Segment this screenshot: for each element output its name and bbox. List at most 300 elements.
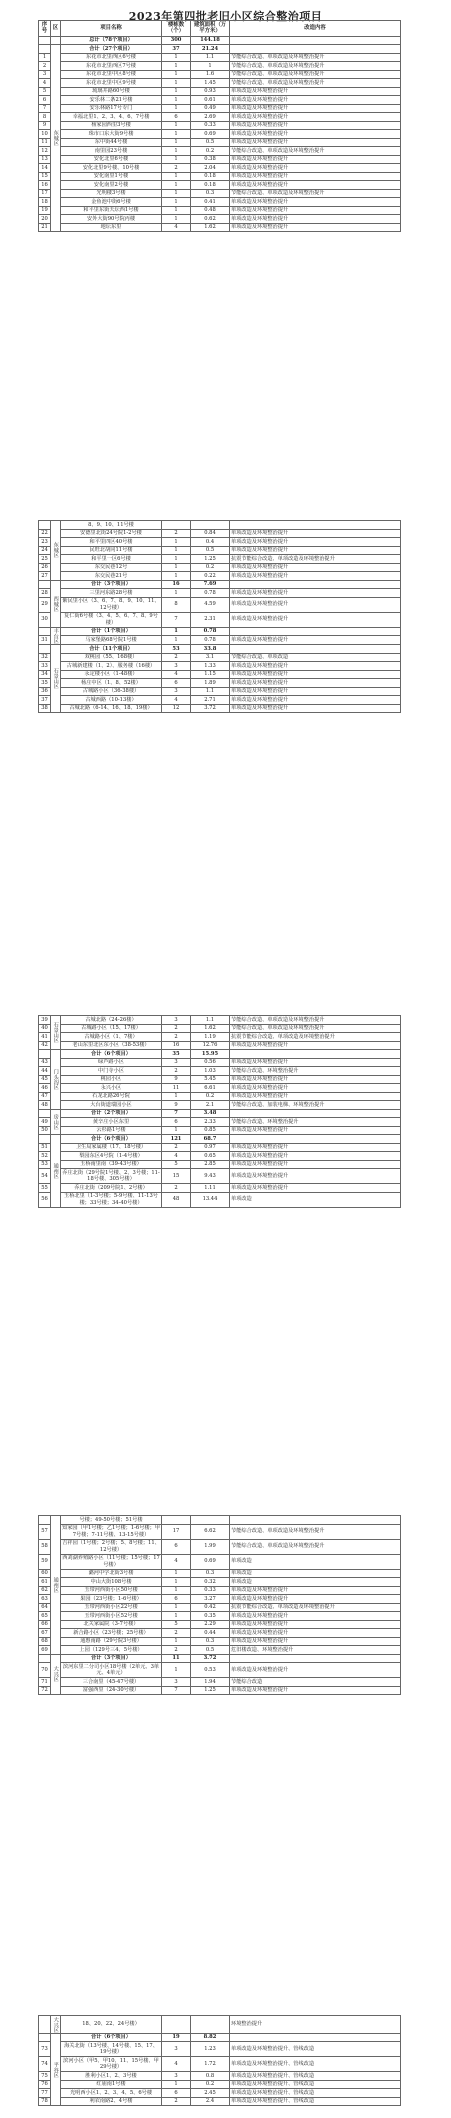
- row-project-name: 珠市口东大街9号楼: [61, 130, 162, 139]
- row-content: 节能综合改造、单项改造及环境整治提升: [230, 1524, 401, 1539]
- row-project-name: 海关北街（13号楼、14号楼、15、17、19号楼）: [61, 2042, 162, 2057]
- row-building-count: 2: [162, 2097, 191, 2106]
- table-row: [39, 155, 401, 164]
- table-row: [39, 181, 401, 190]
- row-content: 单项改造及环境整治提升: [230, 1075, 401, 1084]
- row-index: 37: [39, 696, 51, 705]
- project-table-page-2: [38, 520, 401, 713]
- row-content: 单项改造及环境整治提升: [230, 538, 401, 547]
- row-project-name: 东花市北里中区9号楼: [61, 79, 162, 88]
- row-index: 65: [39, 1612, 51, 1621]
- row-area: 144.18: [191, 36, 230, 45]
- row-area: 3.27: [191, 1595, 230, 1604]
- row-area: 0.78: [191, 627, 230, 636]
- row-content: 单项改造及环境整治提升: [230, 1686, 401, 1695]
- row-index: 34: [39, 670, 51, 679]
- table-row: [39, 1586, 401, 1595]
- table-row: [39, 679, 401, 688]
- row-content: 节能综合改造、单项改造及环境整治提升: [230, 1024, 401, 1033]
- table-row: [39, 1192, 401, 1207]
- row-project-name: 古城新建楼（1、2）、服务楼（16楼）: [61, 662, 162, 671]
- row-area: 0.84: [191, 529, 230, 538]
- row-project-name: 安外大街90号院丙楼: [61, 215, 162, 224]
- row-area: 0.53: [191, 1663, 230, 1678]
- row-building-count: 37: [162, 45, 191, 54]
- row-project-name: 民旺北胡同11号楼: [61, 546, 162, 555]
- row-building-count: 6: [162, 679, 191, 688]
- row-index: 7: [39, 104, 51, 113]
- row-building-count: 1: [162, 2080, 191, 2089]
- row-area: 68.7: [191, 1135, 230, 1144]
- row-index: 73: [39, 2042, 51, 2057]
- row-area: 1.1: [191, 687, 230, 696]
- row-building-count: 4: [162, 223, 191, 232]
- row-content: 单项改造及环境整治提升: [230, 87, 401, 96]
- subtotal-row: [39, 627, 401, 636]
- row-area: 3.48: [191, 1109, 230, 1118]
- row-area: 0.48: [191, 206, 230, 215]
- row-content: 单项改造及环境整治提升: [230, 679, 401, 688]
- page-title: 2023年第四批老旧小区综合整治项目: [128, 10, 323, 23]
- row-project-name: 红庙南1号楼: [61, 2080, 162, 2089]
- row-index: 58: [39, 1539, 51, 1554]
- row-building-count: 1: [162, 1663, 191, 1678]
- row-project-name: 石龙北路26号院: [61, 1092, 162, 1101]
- row-index: 20: [39, 215, 51, 224]
- subtotal-row: [39, 1109, 401, 1118]
- subtotal-row: [39, 580, 401, 589]
- row-index: [39, 45, 51, 54]
- row-content: 单项改造及环境整治提升: [230, 687, 401, 696]
- row-building-count: 1: [162, 172, 191, 181]
- col-header-district: 区: [51, 21, 61, 37]
- row-building-count: 121: [162, 1135, 191, 1144]
- row-building-count: 3: [162, 687, 191, 696]
- row-content: 单项改造及环境整治提升: [230, 1629, 401, 1638]
- row-index: 32: [39, 653, 51, 662]
- row-index: 33: [39, 662, 51, 671]
- row-index: 17: [39, 189, 51, 198]
- row-area: 1.62: [191, 1024, 230, 1033]
- row-project-name: 东花市北里中区8号楼: [61, 70, 162, 79]
- row-content: 单项改造及环境整治提升: [230, 670, 401, 679]
- row-index: 78: [39, 2097, 51, 2106]
- row-content: 单项改造及环境整治提升: [230, 546, 401, 555]
- table-row: [39, 1041, 401, 1050]
- row-project-name: 玉带河西街小区22号楼: [61, 1603, 162, 1612]
- row-building-count: 53: [162, 645, 191, 654]
- table-row: [39, 696, 401, 705]
- table-row: [39, 189, 401, 198]
- row-project-name: 北关家属院（3-7号楼）: [61, 1620, 162, 1629]
- table-row: [39, 1092, 401, 1101]
- row-area: 0.61: [191, 96, 230, 105]
- row-building-count: 2: [162, 164, 191, 173]
- row-project-name: 杨家园西里3号楼: [61, 121, 162, 130]
- table-row: [39, 1637, 401, 1646]
- row-project-name: 号楼；49-50号楼；51号楼: [61, 1516, 162, 1525]
- row-index: 70: [39, 1663, 51, 1678]
- row-area: [191, 2016, 230, 2034]
- col-header-buildings: 楼栋数（个）: [162, 21, 191, 37]
- row-index: 46: [39, 1084, 51, 1093]
- row-building-count: 7: [162, 1109, 191, 1118]
- row-project-name: 大台街道瑞园小区: [61, 1101, 162, 1110]
- table-row: [39, 653, 401, 662]
- table-row: [39, 538, 401, 547]
- row-area: 0.5: [191, 546, 230, 555]
- row-content: 抗震节能综合改造、单项改造及环境整治提升: [230, 1033, 401, 1042]
- row-content: 单项改造及环境整治提升: [230, 1637, 401, 1646]
- table-row: [39, 1169, 401, 1184]
- table-row: [39, 2089, 401, 2098]
- table-row: [39, 121, 401, 130]
- row-index: 67: [39, 1629, 51, 1638]
- row-project-name: 古城路小区（1、7楼）: [61, 1033, 162, 1042]
- row-project-name: 琉璃井路60号楼: [61, 87, 162, 96]
- row-building-count: 2: [162, 1067, 191, 1076]
- row-building-count: 1: [162, 1586, 191, 1595]
- row-building-count: 5: [162, 1620, 191, 1629]
- row-content: 节能综合改造、单项改造及环境整治提升: [230, 147, 401, 156]
- row-index: 18: [39, 198, 51, 207]
- row-building-count: 4: [162, 1152, 191, 1161]
- subtotal-row: [39, 2033, 401, 2042]
- row-project-name: 东花市北里西区7号楼: [61, 62, 162, 71]
- row-index: [39, 645, 51, 654]
- table-row: [39, 704, 401, 713]
- row-area: 3.72: [191, 1654, 230, 1663]
- row-project-name: 双桃园（55、168楼）: [61, 653, 162, 662]
- row-area: 0.33: [191, 121, 230, 130]
- row-project-name: 安乐林二条21号楼: [61, 96, 162, 105]
- row-index: 43: [39, 1058, 51, 1067]
- row-index: 54: [39, 1169, 51, 1184]
- col-header-area: 建筑面积（万平方米）: [191, 21, 230, 37]
- row-project-name: 18、20、22、24号楼）: [61, 2016, 162, 2034]
- row-project-name: 和平里一区6号楼: [61, 555, 162, 564]
- row-building-count: 1: [162, 87, 191, 96]
- row-building-count: 1: [162, 147, 191, 156]
- row-area: 0.18: [191, 172, 230, 181]
- row-content: 节能综合改造、单项改造及环境整治提升: [230, 189, 401, 198]
- row-project-name: 合计（6个项目）: [61, 1135, 162, 1144]
- row-project-name: 东花市北里西区6号楼: [61, 53, 162, 62]
- row-index: 61: [39, 1578, 51, 1587]
- row-index: 66: [39, 1620, 51, 1629]
- row-project-name: 老山东里北区东小区（38-53楼）: [61, 1041, 162, 1050]
- row-content: 单项改造及环境整治提升: [230, 1058, 401, 1067]
- row-building-count: 12: [162, 704, 191, 713]
- table-row: [39, 1075, 401, 1084]
- row-content: [230, 36, 401, 45]
- row-content: 节能综合改造、加装电梯、环境整治提升: [230, 1101, 401, 1110]
- row-building-count: 3: [162, 2042, 191, 2057]
- table-row: [39, 563, 401, 572]
- row-index: 6: [39, 96, 51, 105]
- row-building-count: 3: [162, 662, 191, 671]
- row-area: 8.82: [191, 2033, 230, 2042]
- row-building-count: 3: [162, 1016, 191, 1025]
- row-building-count: 1: [162, 589, 191, 598]
- table-row: [39, 1058, 401, 1067]
- row-building-count: 2: [162, 1629, 191, 1638]
- row-building-count: 3: [162, 2072, 191, 2081]
- table-row: [39, 1539, 401, 1554]
- row-content: [230, 521, 401, 530]
- table-row: [39, 1686, 401, 1695]
- row-building-count: 4: [162, 2057, 191, 2072]
- row-content: 节能综合改造、单项改造及环境整治提升: [230, 70, 401, 79]
- row-area: 5.45: [191, 1075, 230, 1084]
- row-index: [39, 1654, 51, 1663]
- row-index: 10: [39, 130, 51, 139]
- row-area: 0.35: [191, 1612, 230, 1621]
- row-content: [230, 45, 401, 54]
- row-index: 71: [39, 1678, 51, 1687]
- row-index: 16: [39, 181, 51, 190]
- row-building-count: 1: [162, 53, 191, 62]
- row-content: [230, 2033, 401, 2042]
- row-content: 节能综合改造、单项改造及环境整治提升: [230, 79, 401, 88]
- table-body: [39, 1016, 401, 1208]
- row-building-count: 1: [162, 538, 191, 547]
- row-content: 单项改造及环境整治提升: [230, 155, 401, 164]
- row-area: 1.1: [191, 1016, 230, 1025]
- row-content: 抗震节能综合改造、单项改造及环境整治提升: [230, 1603, 401, 1612]
- row-building-count: 7: [162, 1686, 191, 1695]
- row-area: 2.71: [191, 696, 230, 705]
- row-content: 抗震节能综合改造、单项改造及环境整治提升: [230, 555, 401, 564]
- row-area: 0.32: [191, 1578, 230, 1587]
- row-building-count: 2: [162, 1143, 191, 1152]
- row-content: 环境整治提升: [230, 2016, 401, 2034]
- row-index: [39, 36, 51, 45]
- table-row: [39, 87, 401, 96]
- row-content: 节能综合改造、环境整治提升: [230, 1067, 401, 1076]
- row-index: 52: [39, 1152, 51, 1161]
- project-table-page-4: [38, 1515, 401, 1695]
- row-content: 单项改造及环境整治提升、管线改造: [230, 2089, 401, 2098]
- subtotal-row: [39, 1050, 401, 1059]
- row-area: 0.2: [191, 147, 230, 156]
- row-index: [39, 2016, 51, 2034]
- row-area: 1.62: [191, 223, 230, 232]
- row-project-name: 复仁街6号楼（3、4、5、6、7、8、9号楼）: [61, 612, 162, 627]
- row-area: 1.15: [191, 670, 230, 679]
- row-project-name: 古城西路（10-13楼）: [61, 696, 162, 705]
- row-project-name: 胜利小区1、2、3号楼: [61, 2072, 162, 2081]
- row-project-name: 梨园东区4号院（1-4号楼）: [61, 1152, 162, 1161]
- row-building-count: 9: [162, 1075, 191, 1084]
- row-content: [230, 627, 401, 636]
- row-content: 单项改造: [230, 1569, 401, 1578]
- row-building-count: 2: [162, 1184, 191, 1193]
- row-content: 单项改造及环境整治提升: [230, 1160, 401, 1169]
- row-index: 9: [39, 121, 51, 130]
- row-building-count: 1: [162, 555, 191, 564]
- row-content: [230, 1050, 401, 1059]
- row-content: [230, 1109, 401, 1118]
- row-project-name: 安化南里2号楼: [61, 181, 162, 190]
- table-row: [39, 206, 401, 215]
- row-area: 1.94: [191, 1678, 230, 1687]
- row-index: 47: [39, 1092, 51, 1101]
- row-building-count: 11: [162, 1654, 191, 1663]
- table-row: [39, 1024, 401, 1033]
- row-project-name: 三合南里（45-47号楼）: [61, 1678, 162, 1687]
- row-building-count: 6: [162, 113, 191, 122]
- row-content: 单项改造及环境整治提升: [230, 215, 401, 224]
- row-area: 0.38: [191, 155, 230, 164]
- row-building-count: 1: [162, 1637, 191, 1646]
- row-content: 单项改造及环境整治提升: [230, 198, 401, 207]
- table-row: [39, 555, 401, 564]
- row-building-count: 48: [162, 1192, 191, 1207]
- col-header-index: 序号: [39, 21, 51, 37]
- row-area: 0.3: [191, 1569, 230, 1578]
- row-index: 2: [39, 62, 51, 71]
- table-row: [39, 1620, 401, 1629]
- row-index: 56: [39, 1192, 51, 1207]
- row-index: 4: [39, 79, 51, 88]
- row-index: 49: [39, 1118, 51, 1127]
- table-row: [39, 1595, 401, 1604]
- row-project-name: 富强西里（24-30号楼）: [61, 1686, 162, 1695]
- row-content: 单项改造及环境整治提升: [230, 96, 401, 105]
- row-content: 单项改造及环境整治提升: [230, 563, 401, 572]
- row-content: 单项改造及环境整治提升: [230, 529, 401, 538]
- row-index: 42: [39, 1041, 51, 1050]
- district-cell: 大兴区: [51, 1654, 61, 1695]
- row-building-count: [162, 2016, 191, 2034]
- row-content: 单项改造: [230, 1554, 401, 1569]
- row-area: 2.1: [191, 1101, 230, 1110]
- table-row: [39, 1646, 401, 1655]
- row-building-count: 11: [162, 1084, 191, 1093]
- row-project-name: 绿芦路小区: [61, 1058, 162, 1067]
- row-building-count: 1: [162, 627, 191, 636]
- row-area: 1.33: [191, 662, 230, 671]
- row-area: 21.24: [191, 45, 230, 54]
- row-area: 0.78: [191, 589, 230, 598]
- row-project-name: 合计（11个项目）: [61, 645, 162, 654]
- row-building-count: 17: [162, 1524, 191, 1539]
- row-building-count: 2: [162, 1646, 191, 1655]
- row-project-name: 金鱼池中街6号楼: [61, 198, 162, 207]
- row-building-count: 1: [162, 563, 191, 572]
- row-index: 55: [39, 1184, 51, 1193]
- row-content: 单项改造及环境整治提升: [230, 181, 401, 190]
- row-project-name: 古城路小区（15、17楼）: [61, 1024, 162, 1033]
- row-index: 40: [39, 1024, 51, 1033]
- row-index: 27: [39, 572, 51, 581]
- row-index: 68: [39, 1637, 51, 1646]
- row-project-name: 桃园小区: [61, 1075, 162, 1084]
- row-area: 6.62: [191, 1524, 230, 1539]
- row-index: 57: [39, 1524, 51, 1539]
- table-row: [39, 529, 401, 538]
- table-row: [39, 589, 401, 598]
- row-building-count: 6: [162, 1118, 191, 1127]
- row-area: 2.69: [191, 113, 230, 122]
- row-content: 单项改造: [230, 1192, 401, 1207]
- table-body: [39, 36, 401, 232]
- row-project-name: 东交民巷12号: [61, 563, 162, 572]
- subtotal-row: [39, 45, 401, 54]
- row-index: [39, 1050, 51, 1059]
- table-row: [39, 113, 401, 122]
- row-area: 0.2: [191, 563, 230, 572]
- district-cell: 门头沟区: [51, 1050, 61, 1110]
- row-index: 3: [39, 70, 51, 79]
- row-project-name: 玉桥北里（1-3号楼；5-9号楼、11-13号楼；33号楼；34-40号楼）: [61, 1192, 162, 1207]
- table-row: [39, 1101, 401, 1110]
- table-body: [39, 521, 401, 713]
- row-content: 单项改造: [230, 1578, 401, 1587]
- row-index: 23: [39, 538, 51, 547]
- row-content: 单项改造及环境整治提升: [230, 572, 401, 581]
- table-row: [39, 223, 401, 232]
- table-row: [39, 53, 401, 62]
- row-area: 2.4: [191, 2097, 230, 2106]
- row-project-name: 玉带河西街小区50号楼: [61, 1586, 162, 1595]
- row-content: 单项改造及环境整治提升: [230, 223, 401, 232]
- row-area: 0.65: [191, 1152, 230, 1161]
- row-content: 节能综合改造、单项改造及环境整治提升: [230, 53, 401, 62]
- row-content: 单项改造及环境整治提升: [230, 1663, 401, 1678]
- row-index: 48: [39, 1101, 51, 1110]
- row-index: 19: [39, 206, 51, 215]
- row-building-count: 1: [162, 155, 191, 164]
- row-building-count: 1: [162, 1612, 191, 1621]
- row-content: 单项改造及环境整治提升: [230, 1620, 401, 1629]
- row-project-name: 地坛东里: [61, 223, 162, 232]
- row-area: 0.69: [191, 1554, 230, 1569]
- row-area: 0.85: [191, 1126, 230, 1135]
- row-building-count: 1: [162, 1569, 191, 1578]
- col-header-content: 改造内容: [230, 21, 401, 37]
- table-row: [39, 62, 401, 71]
- row-project-name: 合计（1个项目）: [61, 627, 162, 636]
- row-building-count: 16: [162, 1041, 191, 1050]
- row-area: 2.29: [191, 1620, 230, 1629]
- row-project-name: 总计（78个项目）: [61, 36, 162, 45]
- table-row: [39, 612, 401, 627]
- district-cell: 东城区: [51, 521, 61, 581]
- row-building-count: 1: [162, 130, 191, 139]
- table-row: [39, 1084, 401, 1093]
- row-index: 24: [39, 546, 51, 555]
- row-project-name: 合计（6个项目）: [61, 2033, 162, 2042]
- row-project-name: 潞河中学北街3号楼: [61, 1569, 162, 1578]
- project-table-page-1: [38, 20, 401, 232]
- row-area: 1.25: [191, 555, 230, 564]
- row-project-name: 合计（2个项目）: [61, 1109, 162, 1118]
- row-area: 3.1: [191, 653, 230, 662]
- row-content: 单项改造及环境整治提升、管线改造: [230, 2097, 401, 2106]
- table-row: [39, 597, 401, 612]
- table-row: [39, 1067, 401, 1076]
- table-row: [39, 662, 401, 671]
- row-index: 12: [39, 147, 51, 156]
- row-area: 0.56: [191, 1058, 230, 1067]
- row-area: 2.33: [191, 1118, 230, 1127]
- row-area: 0.4: [191, 538, 230, 547]
- table-row: [39, 1603, 401, 1612]
- row-project-name: 云杉路1号楼: [61, 1126, 162, 1135]
- row-project-name: 中门寺小区: [61, 1067, 162, 1076]
